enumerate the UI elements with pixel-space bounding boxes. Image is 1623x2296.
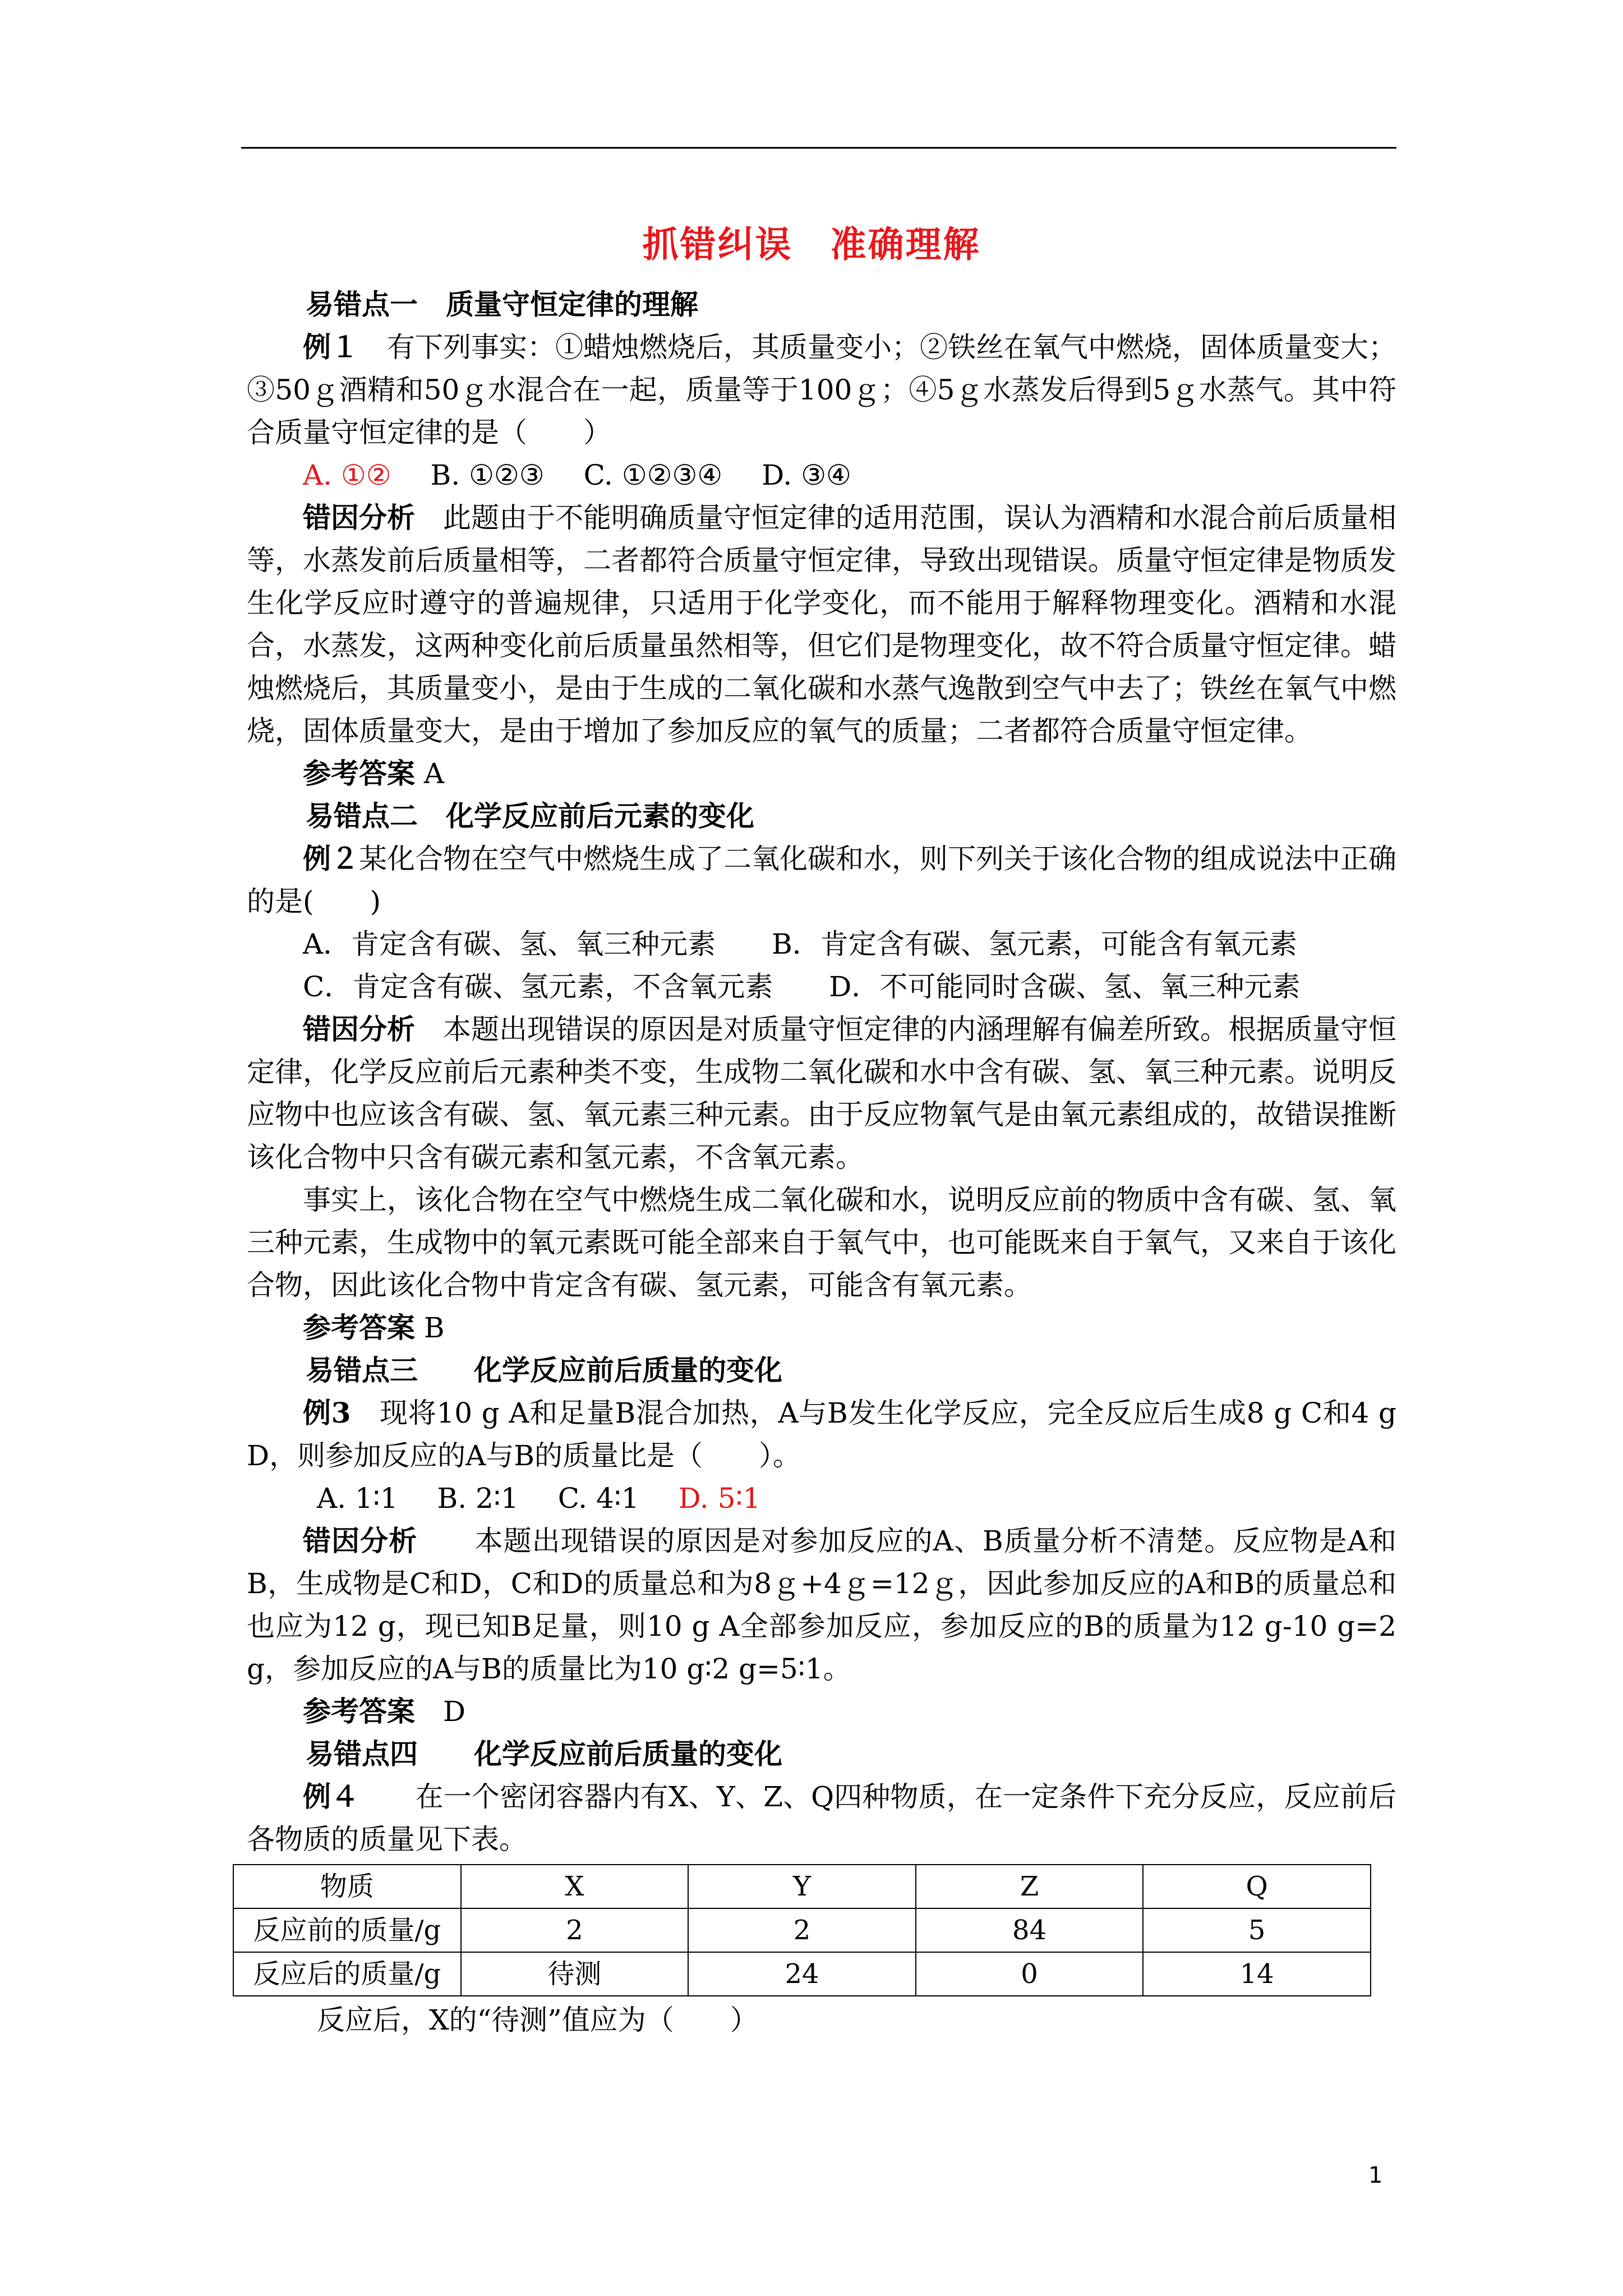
page-number: 1 xyxy=(1368,2162,1383,2188)
page-title: 抓错纠误 准确理解 xyxy=(642,224,981,266)
section2-fact: 事实上，该化合物在空气中燃烧生成二氧化碳和水，说明反应前的物质中含有碳、氢、氧三种元素，生成物中的氧元素既可能全部来自于氧气中，也可能既来自于氧气，又来自于该化合物，因此该化合物中肯定含有碳、氢元素，可能含有氧元素。 xyxy=(247,1184,1396,1301)
answer1-value: A xyxy=(423,757,445,790)
section3-analysis xyxy=(247,1520,1396,1690)
answer1-label: 参考答案 xyxy=(303,757,415,790)
table-row xyxy=(233,1952,1371,1996)
section3-heading: 易错点三 化学反应前后质量的变化 xyxy=(306,1354,782,1387)
table-cell: 84 xyxy=(916,1908,1144,1952)
table-cell: 14 xyxy=(1143,1952,1371,1996)
section4-heading: 易错点四 化学反应前后质量的变化 xyxy=(306,1737,782,1770)
example3-text: 现将10 g A和足量B混合加热，A与B发生化学反应，完全反应后生成8 g C和4 g D，则参加反应的A与B的质量比是（ ）。 xyxy=(247,1397,1396,1472)
section2-analysis xyxy=(247,1008,1396,1179)
table-cell: 0 xyxy=(916,1952,1144,1996)
table-cell: 24 xyxy=(688,1952,916,1996)
analysis1-label: 错因分析 xyxy=(303,501,415,534)
table-header-row xyxy=(233,1865,1371,1908)
section4-question: 反应后，X的“待测”值应为（ ） xyxy=(317,2004,758,2036)
mass-table xyxy=(233,1864,1371,1996)
header-rule xyxy=(241,147,1396,149)
example3-options xyxy=(247,1477,1396,1520)
example1-option-b: B. ①②③ xyxy=(430,459,545,491)
table-row xyxy=(233,1908,1371,1952)
table-header-cell: Z xyxy=(916,1865,1144,1908)
example4-text: 在一个密闭容器内有X、Y、Z、Q四种物质，在一定条件下充分反应，反应前后各物质的质量见下表。 xyxy=(247,1780,1396,1856)
table-header-cell: Q xyxy=(1143,1865,1371,1908)
analysis3-label: 错因分析 xyxy=(303,1524,418,1557)
example3-option-c: C. 4∶1 xyxy=(557,1482,639,1515)
example2-option-d: D．不可能同时含碳、氢、氧三种元素 xyxy=(829,970,1301,1003)
table-cell: 反应后的质量/g xyxy=(233,1952,461,1996)
table-cell: 5 xyxy=(1143,1908,1371,1952)
example3-option-b: B. 2∶1 xyxy=(437,1482,519,1515)
answer2-label: 参考答案 xyxy=(303,1311,415,1344)
example2-options-ab xyxy=(247,923,1396,965)
example2-option-c: C．肯定含有碳、氢元素，不含氧元素 xyxy=(303,970,773,1003)
example3-option-a: A. 1∶1 xyxy=(317,1482,398,1515)
example2-options-cd xyxy=(247,965,1396,1008)
example2-option-b: B．肯定含有碳、氢元素，可能含有氧元素 xyxy=(772,928,1297,960)
table-cell: 2 xyxy=(688,1908,916,1952)
answer2-value: B xyxy=(423,1312,445,1344)
example1-options xyxy=(247,454,1396,496)
section1-heading: 易错点一 质量守恒定律的理解 xyxy=(306,288,698,321)
section1-example xyxy=(247,326,1396,454)
example2-option-a: A．肯定含有碳、氢、氧三种元素 xyxy=(303,928,716,960)
example1-text: 有下列事实：①蜡烛燃烧后，其质量变小；②铁丝在氧气中燃烧，固体质量变大；③50ｇ酒精和50ｇ水混合在一起，质量等于100ｇ；④5ｇ水蒸发后得到5ｇ水蒸气。其中符合质量守恒定律的是（ ） xyxy=(247,331,1396,449)
answer3-label: 参考答案 xyxy=(303,1695,415,1728)
example2-label: 例２ xyxy=(303,842,359,875)
example3-label: 例3 xyxy=(303,1396,351,1429)
example1-option-c: C. ①②③④ xyxy=(583,459,723,491)
table-cell: 待测 xyxy=(461,1952,689,1996)
section1-analysis xyxy=(247,496,1396,752)
analysis2-label: 错因分析 xyxy=(303,1013,415,1046)
section1-answer xyxy=(247,752,1396,795)
section3-example xyxy=(247,1392,1396,1477)
example4-label: 例４ xyxy=(303,1780,359,1813)
section3-answer xyxy=(247,1690,1396,1733)
example2-text: 某化合物在空气中燃烧生成了二氧化碳和水，则下列关于该化合物的组成说法中正确的是( ) xyxy=(247,843,1396,918)
table-cell: 2 xyxy=(461,1908,689,1952)
example1-option-d: D. ③④ xyxy=(762,459,851,491)
analysis3-text: 本题出现错误的原因是对参加反应的A、B质量分析不清楚。反应物是A和B，生成物是C和D，C和D的质量总和为8ｇ+4ｇ=12ｇ，因此参加反应的A和B的质量总和也应为12 g，现已知B足量，则10 g A全部参加反应，参加反应的B的质量为12 g-10 g=2 g，参加反应的A与B的质量比为10 g∶2 g=5∶1。 xyxy=(247,1525,1396,1685)
section2-heading: 易错点二 化学反应前后元素的变化 xyxy=(306,799,754,832)
table-header-cell: Y xyxy=(688,1865,916,1908)
table-cell: 反应前的质量/g xyxy=(233,1908,461,1952)
example1-label: 例１ xyxy=(303,330,359,364)
section4-example xyxy=(247,1775,1396,1861)
section2-example xyxy=(247,838,1396,923)
section2-answer xyxy=(247,1306,1396,1349)
analysis2-text: 本题出现错误的原因是对质量守恒定律的内涵理解有偏差所致。根据质量守恒定律，化学反应前后元素种类不变，生成物二氧化碳和水中含有碳、氢、氧三种元素。说明反应物中也应该含有碳、氢、氧元素三种元素。由于反应物氧气是由氧元素组成的，故错误推断该化合物中只含有碳元素和氢元素，不含氧元素。 xyxy=(247,1013,1396,1174)
example3-option-d: D. 5∶1 xyxy=(678,1482,761,1515)
analysis1-text: 此题由于不能明确质量守恒定律的适用范围，误认为酒精和水混合前后质量相等，水蒸发前后质量相等，二者都符合质量守恒定律，导致出现错误。质量守恒定律是物质发生化学反应时遵守的普遍规律，只适用于化学变化，而不能用于解释物理变化。酒精和水混合，水蒸发，这两种变化前后质量虽然相等，但它们是物理变化，故不符合质量守恒定律。蜡烛燃烧后，其质量变小，是由于生成的二氧化碳和水蒸气逸散到空气中去了；铁丝在氧气中燃烧，固体质量变大，是由于增加了参加反应的氧气的质量；二者都符合质量守恒定律。 xyxy=(247,501,1396,747)
answer3-value: D xyxy=(415,1695,466,1728)
table-header-cell: X xyxy=(461,1865,689,1908)
document-body xyxy=(247,283,1396,2041)
example1-option-a: A. ①② xyxy=(303,459,391,491)
table-header-cell: 物质 xyxy=(233,1865,461,1908)
